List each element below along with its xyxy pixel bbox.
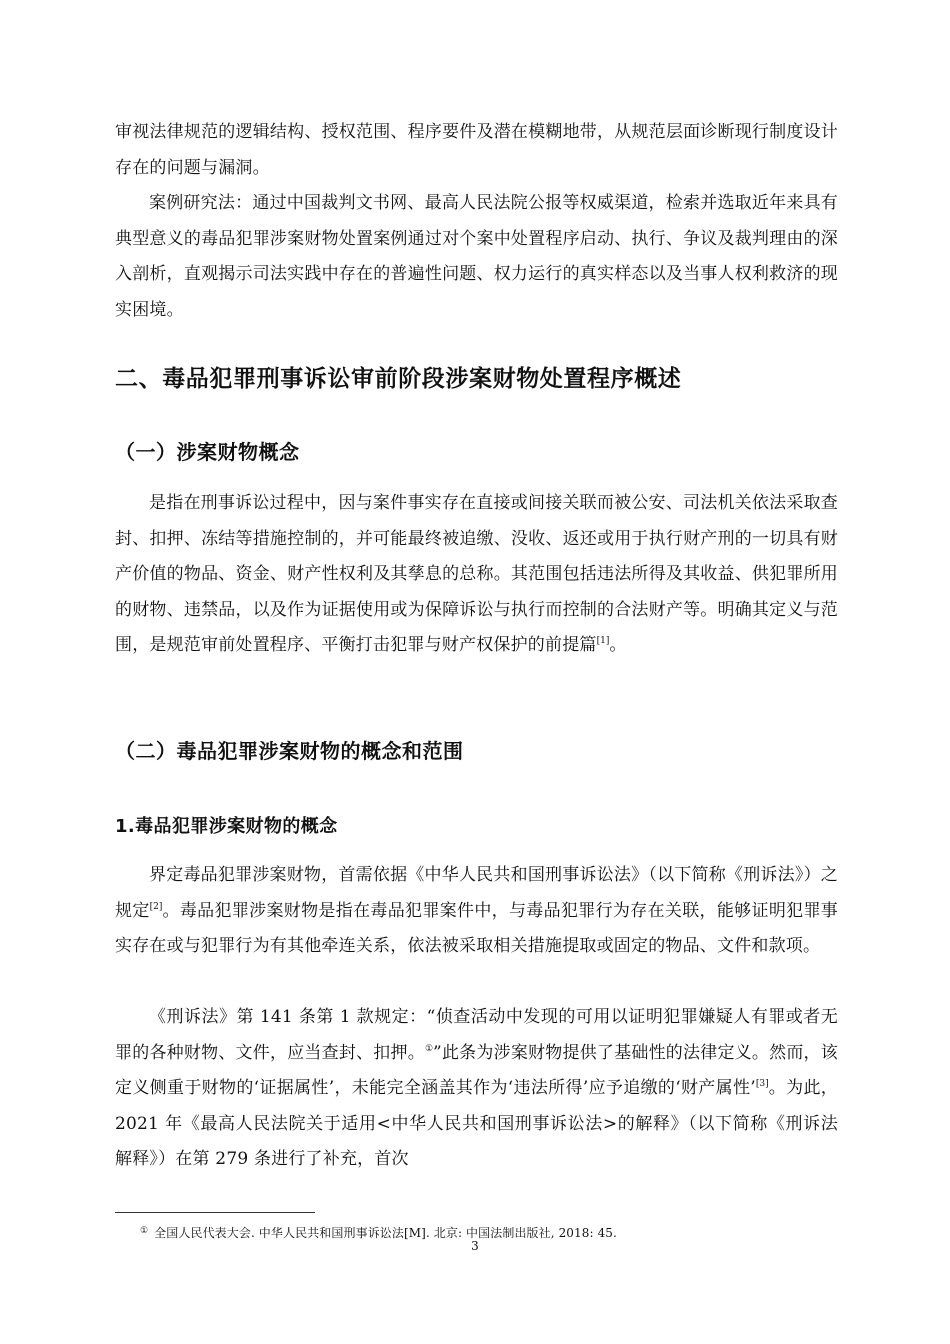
- paragraph-method-intro: [115, 115, 838, 186]
- paragraph-text-cont: 。毒品犯罪涉案财物是指在毒品犯罪案件中，与毒品犯罪行为存在关联，能够证明犯罪事实存在或与犯罪行为有其他牵连关系，依法被采取相关措施提取或固定的物品、文件和款项。: [115, 900, 838, 956]
- citation-ref[interactable]: [1]: [596, 636, 610, 646]
- page-number: 3: [471, 1239, 479, 1253]
- paragraph-text-cont: ”此条为涉案财物提供了基础性的法律定义。然而，该定义侧重于财物的‘证据属性’，未能完全涵盖其作为‘违法所得’应予追缴的‘财产属性’: [115, 1042, 838, 1098]
- footnote-ref[interactable]: ①: [424, 1043, 434, 1054]
- citation-ref[interactable]: [2]: [149, 901, 163, 912]
- subsubsection-heading: 1.毒品犯罪涉案财物的概念: [115, 816, 338, 837]
- paragraph-article-141: [115, 1000, 838, 1178]
- paragraph-text-end: 。: [609, 635, 627, 655]
- footnote-text: 全国人民代表大会. 中华人民共和国刑事诉讼法[M]. 北京: 中国法制出版社, 2018: 45.: [154, 1226, 617, 1240]
- paragraph-text: 审视法律规范的逻辑结构、授权范围、程序要件及潜在模糊地带，从规范层面诊断现行制度设计存在的问题与漏洞。: [115, 122, 838, 178]
- footnote-divider: [115, 1212, 315, 1213]
- paragraph-text-cont: 。为此，2021 年《最高人民法院关于适用<中华人民共和国刑事诉讼法>的解释》（以下简称《刑诉法解释》）在第 279 条进行了补充，首次: [115, 1078, 838, 1169]
- paragraph-text: 是指在刑事诉讼过程中，因与案件事实存在直接或间接关联而被公安、司法机关依法采取查封、扣押、冻结等措施控制的，并可能最终被追缴、没收、返还或用于执行财产刑的一切具有财产价值的物品、资金、财产性权利及其孳息的总称。其范围包括违法所得及其收益、供犯罪所用的财物、违禁品，以及作为证据使用或为保障诉讼与执行而控制的合法财产等。明确其定义与范围，是规范审前处置程序、平衡打击犯罪与财产权保护的前提篇: [115, 493, 838, 655]
- footnote-mark: ①: [140, 1226, 149, 1236]
- subsection-heading-drug-property: （二）毒品犯罪涉案财物的概念和范围: [115, 739, 464, 763]
- citation-ref[interactable]: [3]: [755, 1079, 769, 1089]
- paragraph-property-definition: [115, 486, 838, 664]
- paragraph-drug-property-definition: [115, 858, 838, 965]
- section-heading: 二、毒品犯罪刑事诉讼审前阶段涉案财物处置程序概述: [115, 366, 682, 392]
- paragraph-text: 案例研究法：通过中国裁判文书网、最高人民法院公报等权威渠道，检索并选取近年来具有典型意义的毒品犯罪涉案财物处置案例通过对个案中处置程序启动、执行、争议及裁判理由的深入剖析，直观揭示司法实践中存在的普遍性问题、权力运行的真实样态以及当事人权利救济的现实困境。: [115, 193, 838, 320]
- paragraph-text: 界定毒品犯罪涉案财物，首需依据《中华人民共和国刑事诉讼法》（以下简称《刑诉法》）之规定: [115, 865, 838, 921]
- paragraph-text: 《刑诉法》第 141 条第 1 款规定：“侦查活动中发现的可用以证明犯罪嫌疑人有罪或者无罪的各种财物、文件，应当查封、扣押。: [115, 1007, 838, 1063]
- subsection-heading-concept: （一）涉案财物概念: [115, 440, 300, 464]
- paragraph-case-study: [115, 186, 838, 328]
